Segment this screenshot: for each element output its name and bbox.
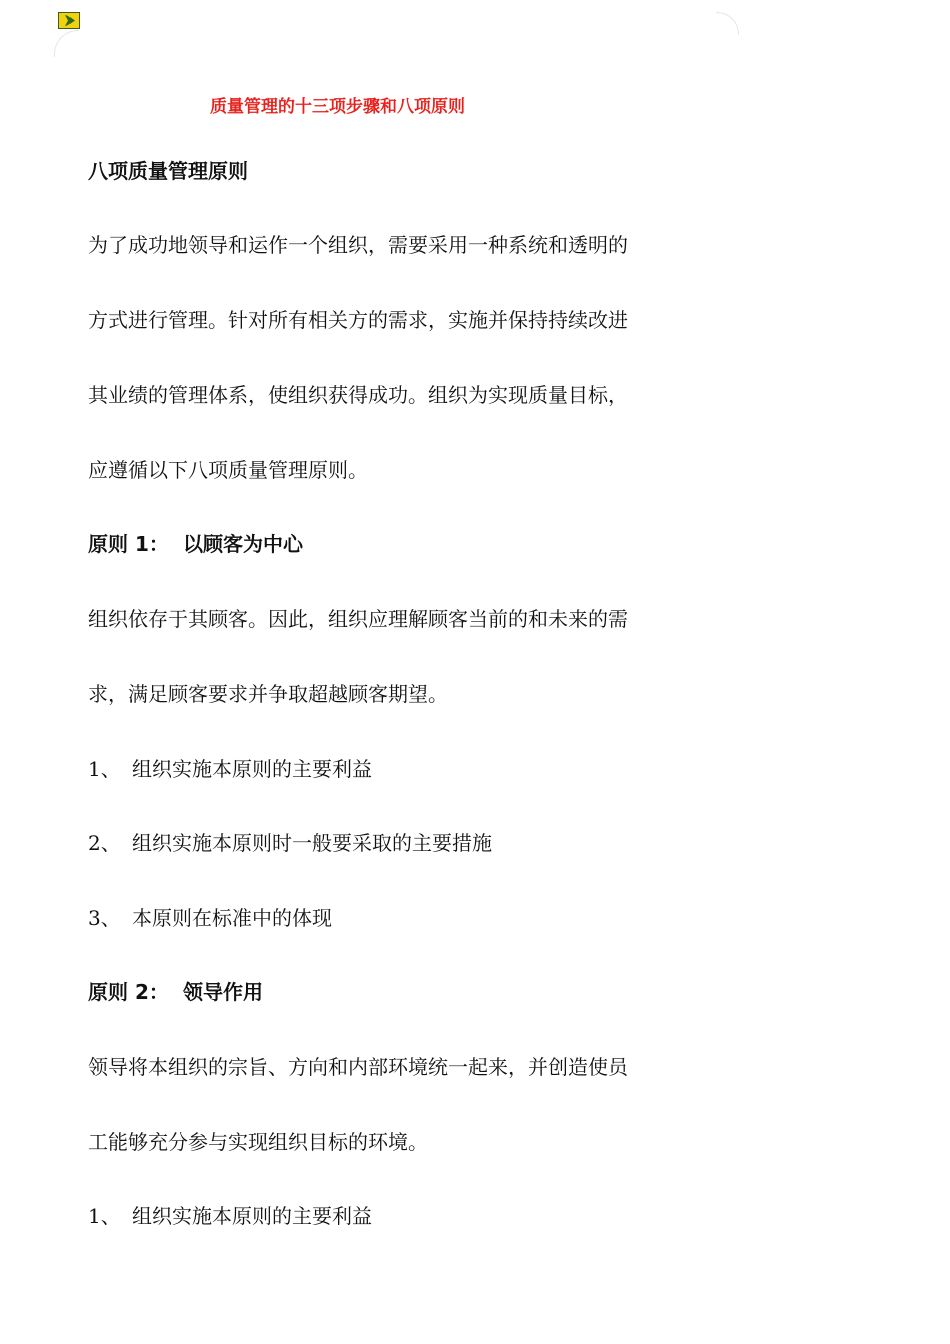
list-item-text: 组织实施本原则的主要利益: [132, 1204, 372, 1228]
list-item-number: 1、: [88, 757, 121, 781]
paragraph-line: 其业绩的管理体系，使组织获得成功。组织为实现质量目标，: [88, 383, 628, 407]
list-item: [88, 756, 372, 782]
list-item-text: 本原则在标准中的体现: [132, 906, 332, 930]
page-corner-decoration: [716, 12, 739, 35]
paragraph-line: 为了成功地领导和运作一个组织，需要采用一种系统和透明的: [88, 233, 628, 257]
principle-name: 领导作用: [183, 980, 263, 1004]
principle-heading: [88, 531, 303, 557]
arrow-icon: [58, 12, 80, 29]
principle-label: 原则 2：: [88, 980, 169, 1004]
principle-name: 以顾客为中心: [183, 532, 303, 556]
paragraph-line: 工能够充分参与实现组织目标的环境。: [88, 1130, 428, 1154]
list-item: [88, 1203, 372, 1229]
paragraph-line: 求，满足顾客要求并争取超越顾客期望。: [88, 682, 448, 706]
page-corner-decoration: [54, 30, 79, 57]
principle-heading: [88, 979, 263, 1005]
paragraph-line: 组织依存于其顾客。因此，组织应理解顾客当前的和未来的需: [88, 607, 628, 631]
principle-label: 原则 1：: [88, 532, 169, 556]
paragraph-line: 领导将本组织的宗旨、方向和内部环境统一起来，并创造使员: [88, 1055, 628, 1079]
paragraph-line: 应遵循以下八项质量管理原则。: [88, 458, 368, 482]
list-item: [88, 830, 492, 856]
document-title: 质量管理的十三项步骤和八项原则: [210, 97, 465, 117]
paragraph-line: 方式进行管理。针对所有相关方的需求，实施并保持持续改进: [88, 308, 628, 332]
section-heading: 八项质量管理原则: [88, 159, 248, 183]
list-item-number: 3、: [88, 906, 121, 930]
list-item-text: 组织实施本原则的主要利益: [132, 757, 372, 781]
list-item: [88, 905, 332, 931]
list-item-number: 1、: [88, 1204, 121, 1228]
list-item-number: 2、: [88, 831, 121, 855]
list-item-text: 组织实施本原则时一般要采取的主要措施: [132, 831, 492, 855]
